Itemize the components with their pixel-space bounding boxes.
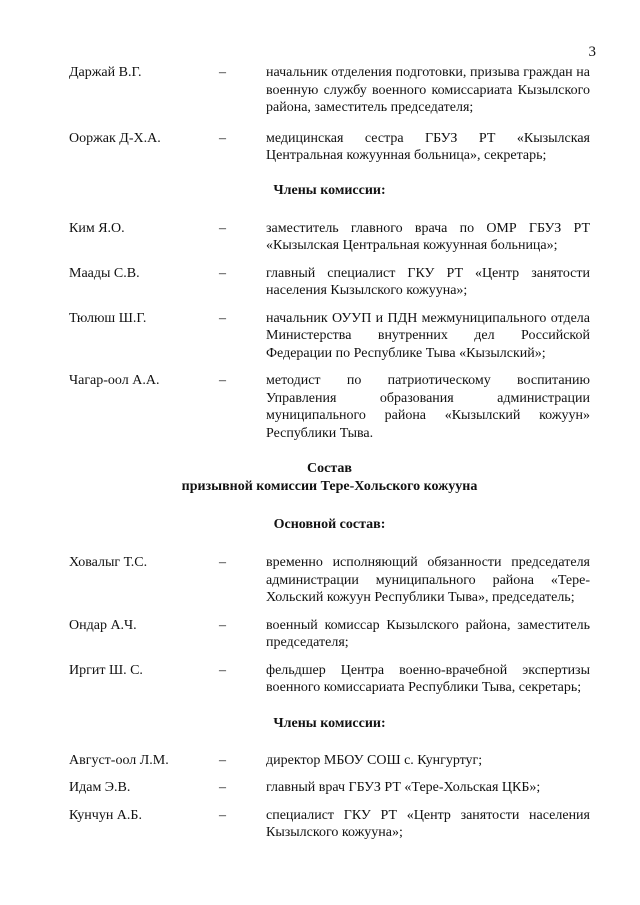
entry-name: Ким Я.О. [69, 220, 125, 236]
entry-name: Идам Э.В. [69, 780, 131, 795]
entry-name: Чагар-оол А.А. [69, 373, 160, 388]
entry-name: Август-оол Л.М. [69, 752, 169, 768]
entry-dash: – [219, 662, 226, 678]
entry-role: начальник отделения подготовки, призыва граждан на военную службу военного комиссариата Кызылского района, заместитель председателя; [266, 65, 590, 115]
commission-title-line1: Состав [307, 461, 352, 476]
entry-name: Ховалыг Т.С. [69, 555, 148, 570]
entry-dash: – [219, 65, 226, 80]
entry-name: Даржай В.Г. [69, 65, 142, 80]
entry-name: Ондар А.Ч. [69, 617, 137, 633]
entry-darzhay [69, 64, 590, 117]
entry-idam [69, 779, 590, 797]
entry-irgit [69, 662, 590, 697]
entry-role: директор МБОУ СОШ с. Кунгуртуг; [266, 752, 483, 768]
entry-role: главный специалист ГКУ РТ «Центр занятости населения Кызылского кожууна»; [266, 265, 590, 298]
entry-dash: – [219, 807, 226, 823]
entry-role: главный врач ГБУЗ РТ «Тере-Хольская ЦКБ»; [266, 780, 541, 795]
entry-kim [69, 220, 590, 255]
document-body [69, 64, 590, 842]
main-composition-heading: Основной состав: [273, 517, 386, 532]
members-heading-2: Члены комиссии: [273, 715, 386, 731]
entry-dash: – [219, 310, 226, 326]
entry-name: Ооржак Д-Х.А. [69, 130, 161, 146]
entry-dash: – [219, 617, 226, 633]
entry-role: медицинская сестра ГБУЗ РТ «Кызылская Центральная кожуунная больница», секретарь; [266, 130, 590, 163]
entry-role: методист по патриотическому воспитанию Управления образования администрации муниципального района «Кызылский кожуун» Республики Тыва. [266, 373, 590, 441]
entry-ondar [69, 617, 590, 652]
entry-dash: – [219, 265, 226, 281]
entry-dash: – [219, 130, 226, 146]
entry-dash: – [219, 373, 226, 388]
entry-khovalyg [69, 554, 590, 607]
entry-dash: – [219, 220, 226, 236]
commission-title-line2: призывной комиссии Тере-Хольского кожууна [181, 479, 478, 494]
entry-role: военный комиссар Кызылского района, заместитель председателя; [266, 617, 590, 650]
entry-role: начальник ОУУП и ПДН межмуниципального отдела Министерства внутренних дел Российской Федерации по Республике Тыва «Кызылский»; [266, 310, 590, 361]
entry-role: временно исполняющий обязанности председателя администрации муниципального района «Тере-Хольский кожуун Республики Тыва», председатель; [266, 555, 590, 605]
entry-chagar-ool [69, 372, 590, 442]
entry-oorzhak [69, 130, 590, 165]
entry-maady [69, 265, 590, 300]
entry-name: Тюлюш Ш.Г. [69, 310, 147, 326]
entry-name: Иргит Ш. С. [69, 662, 143, 678]
entry-role: фельдшер Центра военно-врачебной экспертизы военного комиссариата Республики Тыва, секретарь; [266, 662, 590, 695]
entry-role: специалист ГКУ РТ «Центр занятости населения Кызылского кожууна»; [266, 807, 590, 840]
entry-role: заместитель главного врача по ОМР ГБУЗ РТ «Кызылская Центральная кожуунная больница»; [266, 220, 590, 253]
members-heading: Члены комиссии: [273, 182, 386, 198]
entry-name: Маады С.В. [69, 265, 140, 281]
entry-dash: – [219, 752, 226, 768]
entry-avgust-ool [69, 752, 590, 770]
page-number: 3 [588, 44, 596, 60]
entry-dash: – [219, 780, 226, 795]
entry-kunchun [69, 807, 590, 842]
entry-tyulyush [69, 310, 590, 363]
entry-dash: – [219, 555, 226, 570]
entry-name: Кунчун А.Б. [69, 807, 142, 823]
